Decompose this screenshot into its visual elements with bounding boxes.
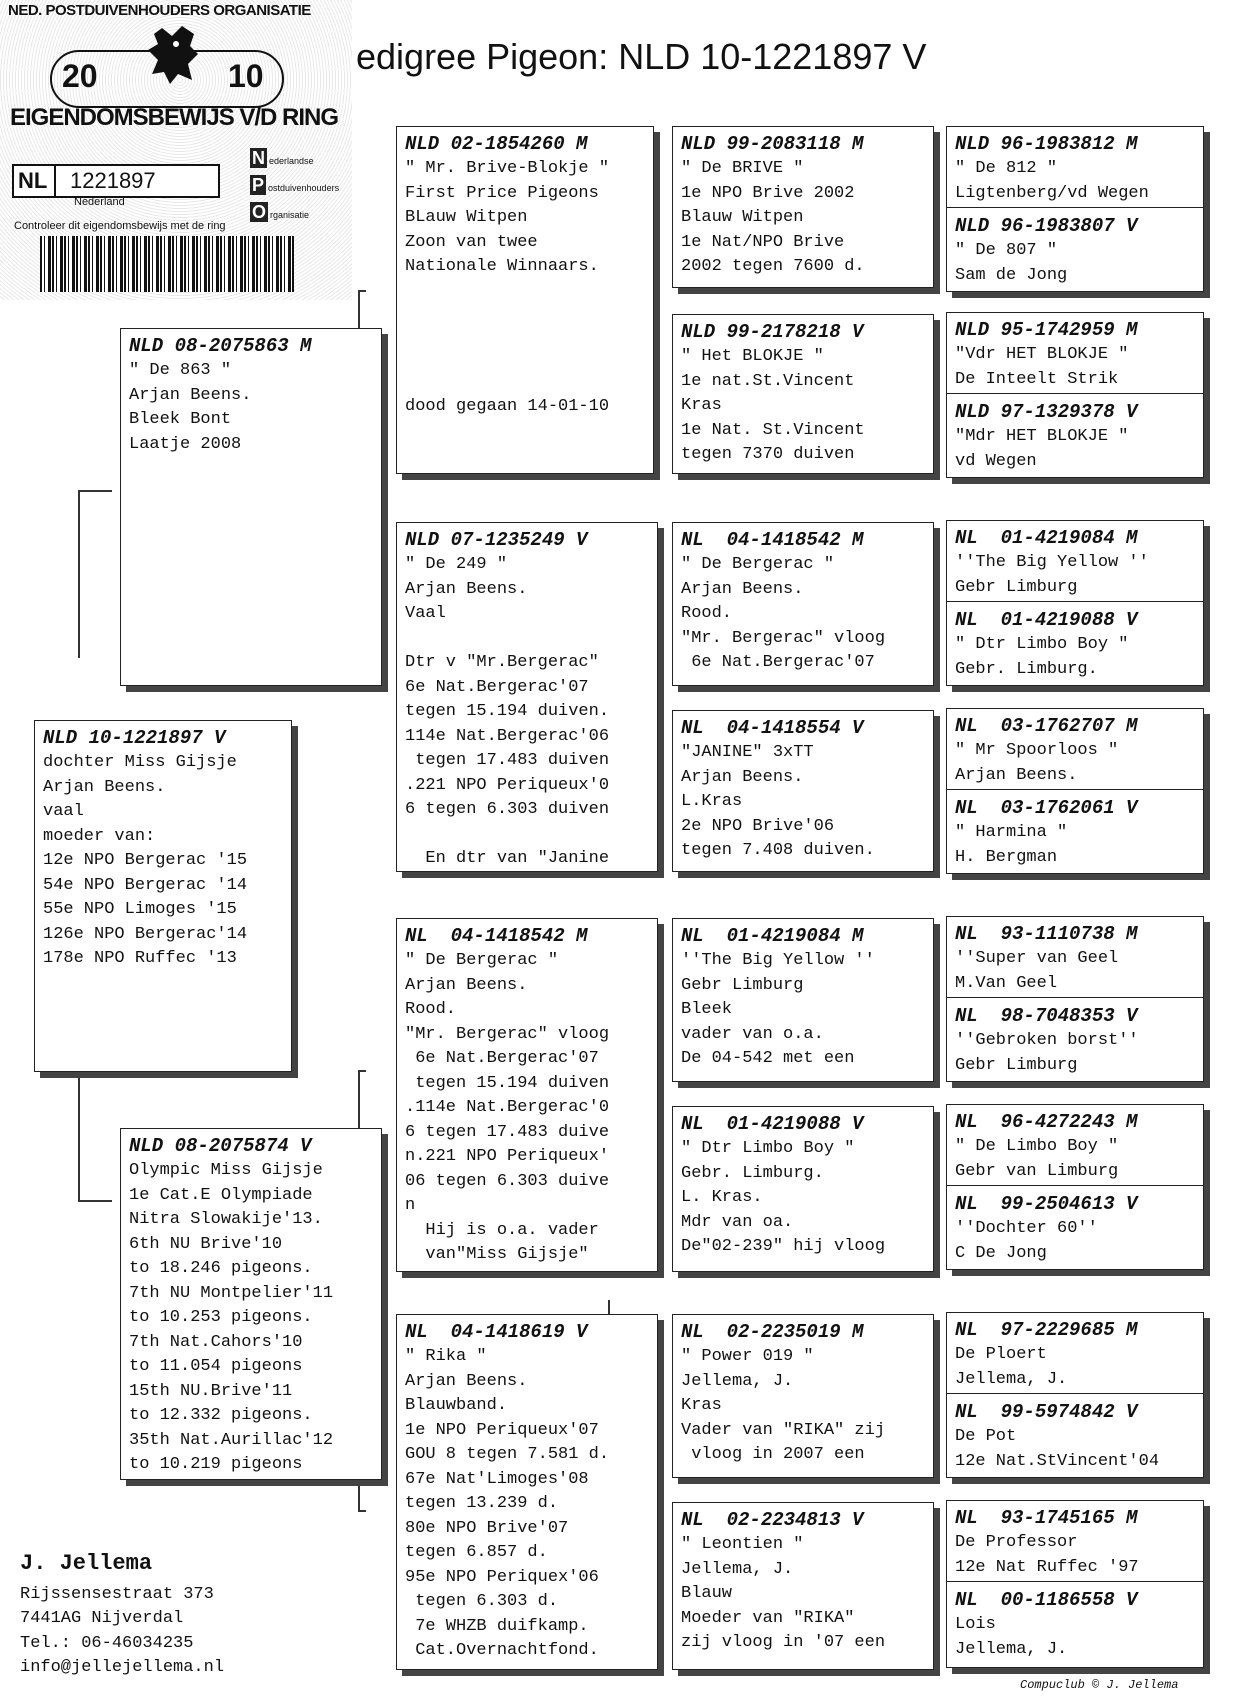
pigeon-details: " Power 019 " Jellema, J. Kras Vader van "RIKA" zij vloog in 2007 een [681, 1347, 886, 1464]
pigeon-details: De Ploert Jellema, J. [955, 1345, 1068, 1389]
owner-info [20, 1552, 224, 1681]
pigeon-details: "Vdr HET BLOKJE " De Inteelt Strik [955, 345, 1129, 389]
pigeon-details: " De Bergerac " Arjan Beens. Rood. "Mr. Bergerac" vloog 6e Nat.Bergerac'07 tegen 15.194 duiven .114e Nat.Bergerac'0 6 tegen 17.483 duive n.221 NPO Periqueux' 06 tegen 6.303 duive n Hij is o.a. vader van"Miss Gijsje" [405, 951, 610, 1264]
ring-number: NL 04-1418554 V [681, 717, 864, 739]
ring-number: NL 98-7048353 V [955, 1005, 1138, 1027]
pigeon-pair-gen5 [946, 1500, 1204, 1668]
ring-number: NL 01-4219084 M [681, 925, 864, 947]
stamp-header: NED. POSTDUIVENHOUDERS ORGANISATIE [8, 2, 311, 19]
lion-logo-icon [142, 24, 206, 88]
ring-number: NL 99-2504613 V [955, 1193, 1138, 1215]
ring-number: NLD 08-2075863 M [129, 335, 312, 357]
pigeon-card-gen4 [672, 1502, 934, 1670]
connector-line [78, 1200, 112, 1202]
pigeon-details: ''Super van Geel M.Van Geel [955, 949, 1119, 993]
pigeon-details: " Harmina " H. Bergman [955, 823, 1068, 867]
ring-number: NLD 99-2083118 M [681, 133, 864, 155]
pigeon-details: "JANINE" 3xTT Arjan Beens. L.Kras 2e NPO Brive'06 tegen 7.408 duiven. [681, 743, 875, 860]
ring-number: NLD 96-1983812 M [955, 133, 1138, 155]
connector-line [358, 290, 366, 292]
pigeon-card-gen4 [672, 918, 934, 1082]
barcode [40, 236, 294, 292]
pigeon-card-gen4 [672, 126, 934, 288]
pigeon-card-dam [120, 1128, 382, 1480]
pigeon-death-note: dood gegaan 14-01-10 [405, 397, 610, 416]
connector-line [358, 1070, 366, 1072]
ring-number: NL 01-4219088 V [681, 1113, 864, 1135]
ring-certificate-stamp [0, 0, 352, 300]
ring-number: NLD 10-1221897 V [43, 727, 226, 749]
ring-number: NLD 96-1983807 V [955, 215, 1138, 237]
pigeon-details: " De Limbo Boy " Gebr van Limburg [955, 1137, 1119, 1181]
owner-street: Rijssensestraat 373 [20, 1584, 214, 1604]
ring-number: NL 01-4219088 V [955, 609, 1138, 631]
pigeon-card-gen3 [396, 1314, 658, 1670]
page-title: edigree Pigeon: NLD 10-1221897 V [356, 36, 927, 77]
pigeon-pair-gen5 [946, 708, 1204, 874]
pigeon-card-gen4 [672, 710, 934, 872]
pigeon-details: " Mr. Brive-Blokje " First Price Pigeons BLauw Witpen Zoon van twee Nationale Winnaars. [405, 159, 610, 276]
stamp-control-text: Controleer dit eigendomsbewijs met de ring [14, 220, 226, 232]
connector-line [358, 1510, 366, 1512]
connector-line [78, 490, 112, 492]
pigeon-card-gen3 [396, 522, 658, 872]
pigeon-details: " Mr Spoorloos " Arjan Beens. [955, 741, 1119, 785]
ring-number: NL 96-4272243 M [955, 1111, 1138, 1133]
pigeon-details: " De 807 " Sam de Jong [955, 241, 1068, 285]
pigeon-details: " De Bergerac " Arjan Beens. Rood. "Mr. Bergerac" vloog 6e Nat.Bergerac'07 [681, 555, 886, 672]
stamp-npo-letters: N ederlandse P ostduivenhouders O rganisatie [252, 148, 340, 222]
ring-number: NL 03-1762707 M [955, 715, 1138, 737]
pigeon-details: dochter Miss Gijsje Arjan Beens. vaal moeder van: 12e NPO Bergerac '15 54e NPO Bergerac '14 55e NPO Limoges '15 126e NPO Bergerac'14 178e NPO Ruffec '13 [43, 753, 248, 968]
stamp-year-right: 10 [228, 58, 264, 94]
ring-number: NL 02-2234813 V [681, 1509, 864, 1531]
owner-email[interactable]: info@jellejellema.nl [20, 1658, 225, 1677]
ring-number: NLD 07-1235249 V [405, 529, 588, 551]
stamp-country: Nederland [74, 196, 125, 208]
copyright-notice: Compuclub © J. Jellema [1020, 1678, 1179, 1692]
pigeon-pair-gen5 [946, 126, 1204, 292]
pigeon-card-sire [120, 328, 382, 686]
stamp-ring-number-box [12, 164, 220, 198]
pigeon-details: "Mdr HET BLOKJE " vd Wegen [955, 427, 1129, 471]
stamp-ring-country: NL [18, 168, 48, 193]
ring-number: NL 03-1762061 V [955, 797, 1138, 819]
pigeon-details: De Pot 12e Nat.StVincent'04 [955, 1427, 1160, 1471]
pigeon-details: Lois Jellema, J. [955, 1615, 1068, 1659]
pigeon-details: " De 249 " Arjan Beens. Vaal Dtr v "Mr.Bergerac" 6e Nat.Bergerac'07 tegen 15.194 duiven. 114e Nat.Bergerac'06 tegen 17.483 duiven .221 NPO Periqueux'0 6 tegen 6.303 duiven En dtr van "Janine [405, 555, 610, 868]
stamp-year-left: 20 [62, 58, 98, 94]
ring-number: NL 04-1418542 M [681, 529, 864, 551]
pigeon-details: " Het BLOKJE " 1e nat.St.Vincent Kras 1e Nat. St.Vincent tegen 7370 duiven [681, 347, 865, 464]
stamp-title: EIGENDOMSBEWIJS V/D RING [10, 104, 339, 131]
ring-number: NLD 08-2075874 V [129, 1135, 312, 1157]
ring-number: NL 99-5974842 V [955, 1401, 1138, 1423]
ring-number: NLD 99-2178218 V [681, 321, 864, 343]
pigeon-details: ''The Big Yellow '' Gebr Limburg Bleek vader van o.a. De 04-542 met een [681, 951, 875, 1068]
pigeon-card-gen4 [672, 1314, 934, 1478]
pigeon-pair-gen5 [946, 1312, 1204, 1478]
pigeon-card-gen3 [396, 918, 658, 1272]
owner-phone: Tel.: 06-46034235 [20, 1633, 194, 1653]
connector-line [78, 490, 80, 658]
ring-number: NL 97-2229685 M [955, 1319, 1138, 1341]
pigeon-details: " Dtr Limbo Boy " Gebr. Limburg. [955, 635, 1129, 679]
pigeon-card-gen4 [672, 522, 934, 686]
owner-name: J. Jellema [20, 1551, 153, 1576]
ring-number: NL 00-1186558 V [955, 1589, 1138, 1611]
pigeon-details: Olympic Miss Gijsje 1e Cat.E Olympiade Nitra Slowakije'13. 6th NU Brive'10 to 18.246 pigeons. 7th NU Montpelier'11 to 10.253 pigeons. 7th Nat.Cahors'10 to 11.054 pigeons 15th NU.Brive'11 to 12.332 pigeons. 35th Nat.Aurillac'12 to 10.219 pigeons [129, 1161, 334, 1474]
ring-number: NL 02-2235019 M [681, 1321, 864, 1343]
pigeon-card-subject [34, 720, 292, 1072]
pigeon-details: " Rika " Arjan Beens. Blauwband. 1e NPO Periqueux'07 GOU 8 tegen 7.581 d. 67e Nat'Limoges'08 tegen 13.239 d. 80e NPO Brive'07 tegen 6.857 d. 95e NPO Periquex'06 tegen 6.303 d. 7e WHZB duifkamp. Cat.Overnachtfond. [405, 1347, 610, 1660]
ring-number: NL 93-1110738 M [955, 923, 1138, 945]
ring-number: NL 04-1418542 M [405, 925, 588, 947]
pigeon-card-gen4 [672, 1106, 934, 1272]
pigeon-details: " De 863 " Arjan Beens. Bleek Bont Laatje 2008 [129, 361, 252, 454]
pigeon-details: ''Gebroken borst'' Gebr Limburg [955, 1031, 1139, 1075]
stamp-ring-number: 1221897 [70, 168, 156, 193]
pigeon-details: " Dtr Limbo Boy " Gebr. Limburg. L. Kras. Mdr van oa. De"02-239" hij vloog [681, 1139, 886, 1256]
pigeon-pair-gen5 [946, 312, 1204, 478]
owner-city: 7441AG Nijverdal [20, 1609, 184, 1628]
pigeon-pair-gen5 [946, 916, 1204, 1082]
pigeon-card-gen3 [396, 126, 654, 474]
ring-number: NLD 95-1742959 M [955, 319, 1138, 341]
pigeon-details: " De 812 " Ligtenberg/vd Wegen [955, 159, 1149, 203]
pigeon-details: De Professor 12e Nat Ruffec '97 [955, 1533, 1139, 1577]
pigeon-details: " Leontien " Jellema, J. Blauw Moeder van "RIKA" zij vloog in '07 een [681, 1535, 886, 1652]
ring-number: NL 01-4219084 M [955, 527, 1138, 549]
ring-number: NL 04-1418619 V [405, 1321, 588, 1343]
pigeon-details: ''Dochter 60'' C De Jong [955, 1219, 1098, 1263]
pigeon-card-gen4 [672, 314, 934, 474]
ring-number: NLD 02-1854260 M [405, 133, 588, 155]
pigeon-details: " De BRIVE " 1e NPO Brive 2002 Blauw Witpen 1e Nat/NPO Brive 2002 tegen 7600 d. [681, 159, 865, 276]
ring-number: NLD 97-1329378 V [955, 401, 1138, 423]
ring-number: NL 93-1745165 M [955, 1507, 1138, 1529]
pigeon-pair-gen5 [946, 1104, 1204, 1270]
pigeon-details: ''The Big Yellow '' Gebr Limburg [955, 553, 1149, 597]
pigeon-pair-gen5 [946, 520, 1204, 686]
